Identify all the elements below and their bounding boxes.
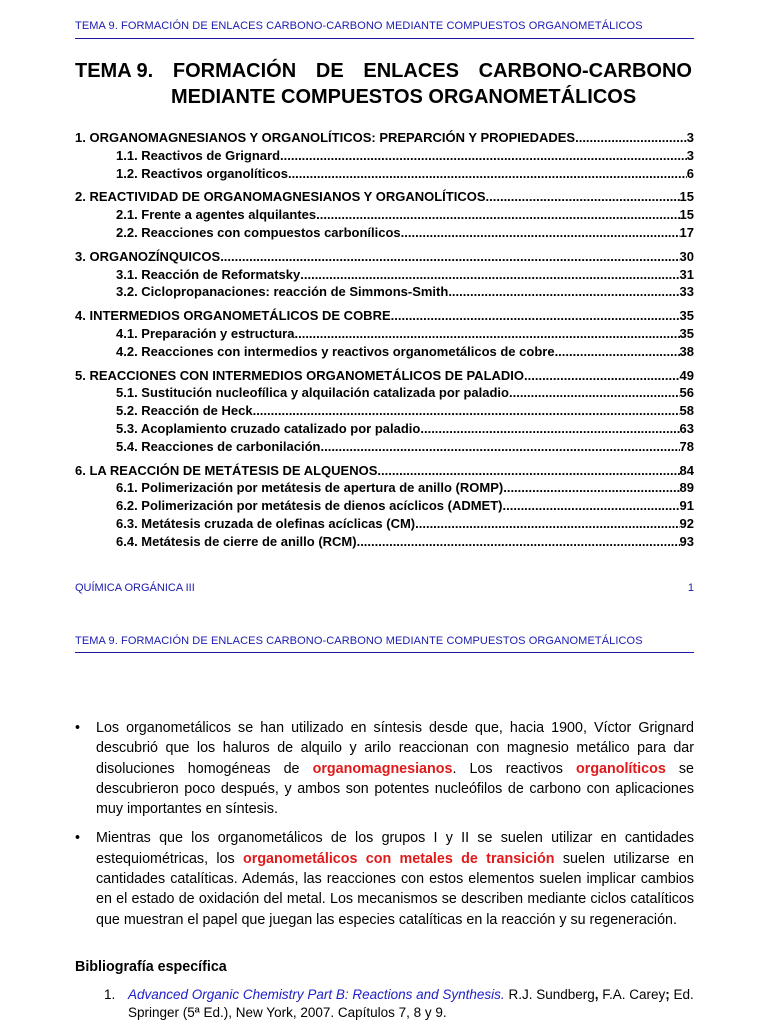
toc-page-number: 93 xyxy=(679,533,694,549)
toc-leader-dots xyxy=(486,188,680,206)
toc-subentry[interactable] xyxy=(75,266,694,284)
toc-section xyxy=(75,367,694,456)
toc-label: 4. INTERMEDIOS ORGANOMETÁLICOS DE COBRE xyxy=(75,308,391,324)
toc-subentry[interactable] xyxy=(75,343,694,361)
toc-entry[interactable] xyxy=(75,367,694,385)
toc-page-number: 56 xyxy=(679,385,694,401)
toc-label: 5.3. Acoplamiento cruzado catalizado por paladio xyxy=(116,420,421,436)
toc-label: 1.2. Reactivos organolíticos xyxy=(116,165,288,181)
toc-entry[interactable] xyxy=(75,129,694,147)
title-word: CARBONO-CARBONO xyxy=(478,60,692,82)
toc-page-number: 78 xyxy=(679,438,694,454)
paragraph-text: Mientras que los organometálicos de los grupos I y II se suelen utilizar en cantidades estequiométricas, los organometálicos con metales de transición suelen utilizarse en cantidades catalíticas. Además, las reacciones con estos elementos suelen implicar cambios en el estado de oxidación del metal. Los mecanismos se describen mediante ciclos catalíticos que muestran el papel que juegan las especies catalíticas en la reacción y su regeneración. xyxy=(96,830,695,928)
toc-section xyxy=(75,188,694,241)
toc-subentry[interactable] xyxy=(75,479,694,497)
toc-label: 6.2. Polimerización por metátesis de dienos acíclicos (ADMET) xyxy=(116,498,503,514)
bibliography-entry xyxy=(104,986,694,1022)
toc-label: 4.1. Preparación y estructura xyxy=(116,325,295,341)
toc-label: 4.2. Reacciones con intermedios y reactivos organometálicos de cobre xyxy=(116,343,555,359)
toc-subentry[interactable] xyxy=(75,325,694,343)
toc-label: 5.2. Reacción de Heck xyxy=(116,403,253,419)
toc-leader-dots xyxy=(509,384,680,402)
toc-label: 6. LA REACCIÓN DE METÁTESIS DE ALQUENOS xyxy=(75,462,378,478)
toc-page-number: 49 xyxy=(679,367,694,383)
paragraph-text: Los organometálicos se han utilizado en síntesis desde que, hacia 1900, Víctor Grignard descubrió que los haluros de alquilo y arilo reaccionan con magnesio metálico para dar disoluciones homogéneas de organomagnesianos. Los reactivos organolíticos se descubrieron poco después, y ambos son potentes nucleófilos de carbono con aplicaciones muy importantes en síntesis. xyxy=(96,720,694,818)
ref-number: 1. xyxy=(104,987,116,1002)
ref-title-link[interactable]: Advanced Organic Chemistry Part B: Reactions and Synthesis. xyxy=(128,987,505,1002)
toc-subentry[interactable] xyxy=(75,224,694,242)
toc-leader-dots xyxy=(377,462,679,480)
toc-entry[interactable] xyxy=(75,248,694,266)
toc-page-number: 17 xyxy=(679,224,694,240)
toc-label: 6.3. Metátesis cruzada de olefinas acíclicas (CM) xyxy=(116,515,416,531)
bullet-paragraph xyxy=(75,828,694,929)
toc-leader-dots xyxy=(316,206,679,224)
page-number: 1 xyxy=(687,582,694,594)
toc-page-number: 63 xyxy=(679,420,694,436)
toc-leader-dots xyxy=(503,479,679,497)
toc-page-number: 3 xyxy=(686,147,694,163)
toc-label: 5.1. Sustitución nucleofílica y alquilación catalizada por paladio xyxy=(116,385,509,401)
toc-label: 6.4. Metátesis de cierre de anillo (RCM) xyxy=(116,533,357,549)
toc-page-number: 38 xyxy=(679,343,694,359)
toc-label: 3.2. Ciclopropanaciones: reacción de Simmons-Smith xyxy=(116,284,449,300)
toc-leader-dots xyxy=(503,497,680,515)
toc-leader-dots xyxy=(391,307,680,325)
toc-subentry[interactable] xyxy=(75,533,694,551)
toc-label: 1.1. Reactivos de Grignard xyxy=(116,147,281,163)
toc-entry[interactable] xyxy=(75,462,694,480)
toc-page-number: 89 xyxy=(679,480,694,496)
header-rule xyxy=(75,38,694,39)
bibliography-heading: Bibliografía específica xyxy=(75,959,227,975)
toc-label: 2.2. Reacciones con compuestos carbonílicos xyxy=(116,224,401,240)
bullet-paragraph xyxy=(75,718,694,819)
toc-leader-dots xyxy=(253,402,680,420)
toc-label: 1. ORGANOMAGNESIANOS Y ORGANOLÍTICOS: PREPARCIÓN Y PROPIEDADES xyxy=(75,130,576,145)
title-word: ENLACES xyxy=(363,60,459,82)
toc-page-number: 6 xyxy=(686,165,694,181)
toc-page-number: 92 xyxy=(679,515,694,531)
toc-leader-dots xyxy=(294,325,679,343)
toc-subentry[interactable] xyxy=(75,402,694,420)
title-word: DE xyxy=(315,60,344,82)
running-header: TEMA 9. FORMACIÓN DE ENLACES CARBONO-CARBONO MEDIANTE COMPUESTOS ORGANOMETÁLICOS xyxy=(75,20,643,32)
page-footer xyxy=(75,582,694,594)
toc-section xyxy=(75,129,694,182)
toc-leader-dots xyxy=(357,533,680,551)
toc-label: 3. ORGANOZÍNQUICOS xyxy=(75,248,221,264)
toc-leader-dots xyxy=(575,129,687,147)
toc-section xyxy=(75,307,694,360)
toc-label: 5.4. Reacciones de carbonilación xyxy=(116,438,321,454)
toc-leader-dots xyxy=(280,147,687,165)
toc-subentry[interactable] xyxy=(75,147,694,165)
bullet-icon: • xyxy=(75,830,81,847)
toc-entry[interactable] xyxy=(75,188,694,206)
toc-subentry[interactable] xyxy=(75,420,694,438)
toc-page-number: 15 xyxy=(679,189,694,205)
toc-leader-dots xyxy=(300,266,679,284)
toc-section xyxy=(75,462,694,551)
running-header-page2: TEMA 9. FORMACIÓN DE ENLACES CARBONO-CARBONO MEDIANTE COMPUESTOS ORGANOMETÁLICOS xyxy=(75,635,643,647)
toc-page-number: 15 xyxy=(679,207,694,223)
document-title xyxy=(75,58,692,110)
toc-subentry[interactable] xyxy=(75,438,694,456)
toc-leader-dots xyxy=(288,165,687,183)
toc-page-number: 30 xyxy=(679,248,694,264)
toc-leader-dots xyxy=(524,367,680,385)
toc-entry[interactable] xyxy=(75,307,694,325)
table-of-contents xyxy=(75,129,694,557)
toc-label: 3.1. Reacción de Reformatsky xyxy=(116,266,301,282)
toc-label: 2. REACTIVIDAD DE ORGANOMAGNESIANOS Y ORGANOLÍTICOS xyxy=(75,189,486,205)
toc-leader-dots xyxy=(220,248,679,266)
toc-section xyxy=(75,248,694,301)
toc-page-number: 91 xyxy=(679,498,694,514)
title-line-2: MEDIANTE COMPUESTOS ORGANOMETÁLICOS xyxy=(171,86,637,108)
toc-subentry[interactable] xyxy=(75,497,694,515)
toc-subentry[interactable] xyxy=(75,206,694,224)
toc-leader-dots xyxy=(420,420,679,438)
title-word: TEMA 9. xyxy=(75,60,154,82)
header-rule-page2 xyxy=(75,652,694,653)
toc-leader-dots xyxy=(555,343,680,361)
toc-subentry[interactable] xyxy=(75,283,694,301)
toc-label: 6.1. Polimerización por metátesis de apertura de anillo (ROMP) xyxy=(116,480,504,496)
intro-text xyxy=(75,718,694,939)
toc-subentry[interactable] xyxy=(75,384,694,402)
toc-leader-dots xyxy=(415,515,679,533)
toc-page-number: 3 xyxy=(686,130,694,145)
toc-label: 5. REACCIONES CON INTERMEDIOS ORGANOMETÁLICOS DE PALADIO xyxy=(75,367,525,383)
title-word: FORMACIÓN xyxy=(172,60,297,82)
toc-leader-dots xyxy=(448,283,679,301)
toc-page-number: 84 xyxy=(679,462,694,478)
toc-leader-dots xyxy=(320,438,679,456)
toc-page-number: 31 xyxy=(679,266,694,282)
ref-text: Advanced Organic Chemistry Part B: Reactions and Synthesis. R.J. Sundberg, F.A. Carey; Ed. Springer (5ª Ed.), New York, 2007. Capítulos 7, 8 y 9. xyxy=(128,987,694,1020)
toc-subentry[interactable] xyxy=(75,515,694,533)
toc-subentry[interactable] xyxy=(75,165,694,183)
toc-page-number: 33 xyxy=(679,284,694,300)
toc-page-number: 35 xyxy=(679,308,694,324)
footer-course: QUÍMICA ORGÁNICA III xyxy=(75,582,195,594)
toc-page-number: 35 xyxy=(679,325,694,341)
toc-leader-dots xyxy=(401,224,680,242)
toc-label: 2.1. Frente a agentes alquilantes xyxy=(116,207,317,223)
bullet-icon: • xyxy=(75,720,81,736)
toc-page-number: 58 xyxy=(679,403,694,419)
